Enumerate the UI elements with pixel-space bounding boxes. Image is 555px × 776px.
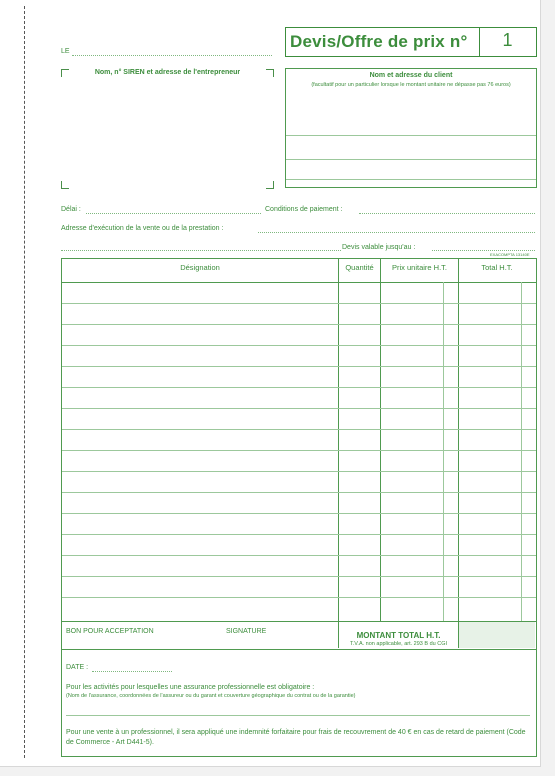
client-line-2: [286, 159, 536, 160]
montant-total-label: MONTANT TOTAL H.T.: [356, 631, 441, 640]
client-line-3: [286, 179, 536, 180]
table-row: [62, 408, 536, 409]
table-row: [62, 555, 536, 556]
client-label: Nom et adresse du client: [369, 72, 453, 79]
corner-top-left: [61, 69, 69, 77]
ref-code: EXACOMPTA 13140E: [490, 252, 530, 257]
signature-label: SIGNATURE: [226, 628, 267, 635]
col-sub-sep-2: [521, 282, 522, 621]
table-row: [62, 345, 536, 346]
th-designation: Désignation: [180, 263, 220, 272]
table-row: [62, 471, 536, 472]
bon-pour-acceptation: BON POUR ACCEPTATION: [66, 628, 154, 635]
table-header-line: [62, 282, 536, 283]
th-prix-unitaire: Prix unitaire H.T.: [391, 263, 448, 272]
table-row: [62, 513, 536, 514]
table-row: [62, 324, 536, 325]
table-row: [62, 450, 536, 451]
le-line: [72, 55, 272, 56]
delai-line: [86, 213, 261, 214]
assurance-line: [66, 715, 530, 716]
client-line-1: [286, 135, 536, 136]
tva-note: T.V.A. non applicable, art. 293 B du CGI: [349, 641, 448, 647]
adresse-line-1: [258, 232, 535, 233]
col-sub-sep-1: [443, 282, 444, 621]
table-row: [62, 492, 536, 493]
delai-label: Délai :: [61, 206, 81, 213]
valable-line: [432, 250, 535, 251]
le-label: LE: [61, 48, 70, 55]
indemnite-text: Pour une vente à un professionnel, il sera appliqué une indemnité forfaitaire pour frais de recouvrement de 40 € en cas de retard de paiement (Code de Commerce - Art D441-5).: [66, 729, 526, 746]
client-note: (facultatif pour un particulier lorsque le montant unitaire ne dépasse pas 76 euros): [311, 82, 511, 88]
assurance-note: (Nom de l'assurance, coordonnées de l'assureur ou du garant et couverture géographique du contrat ou de la garantie): [66, 693, 356, 699]
table-row: [62, 576, 536, 577]
th-quantite: Quantité: [345, 263, 374, 272]
conditions-label: Conditions de paiement :: [265, 206, 343, 213]
col-sep-2: [380, 259, 381, 621]
table-row: [62, 429, 536, 430]
valable-label: Devis valable jusqu'au :: [342, 244, 416, 251]
table-row: [62, 597, 536, 598]
total-value-cell: [459, 622, 535, 648]
col-sep-3: [458, 259, 459, 621]
client-box: [285, 68, 537, 188]
th-total: Total H.T.: [481, 263, 513, 272]
adresse-execution-label: Adresse d'exécution de la vente ou de la prestation :: [61, 225, 224, 232]
corner-bottom-left: [61, 181, 69, 189]
table-row: [62, 303, 536, 304]
document-title: Devis/Offre de prix n°: [290, 32, 468, 51]
title-box: [285, 27, 537, 57]
date-label: DATE :: [66, 664, 89, 671]
conditions-line: [359, 213, 535, 214]
table-row: [62, 534, 536, 535]
assurance-text: Pour les activités pour lesquelles une assurance professionnelle est obligatoire :: [66, 684, 315, 691]
table-row: [62, 387, 536, 388]
perforation-line: [24, 6, 25, 758]
table-row: [62, 366, 536, 367]
corner-bottom-right: [266, 181, 274, 189]
col-sep-1: [338, 259, 339, 621]
adresse-line-2: [61, 250, 341, 251]
entrepreneur-label: Nom, n° SIREN et adresse de l'entrepreneur: [94, 69, 241, 76]
corner-top-right: [266, 69, 274, 77]
quote-number: 1: [502, 30, 513, 50]
items-table: [61, 258, 537, 650]
date-line: [92, 671, 172, 672]
